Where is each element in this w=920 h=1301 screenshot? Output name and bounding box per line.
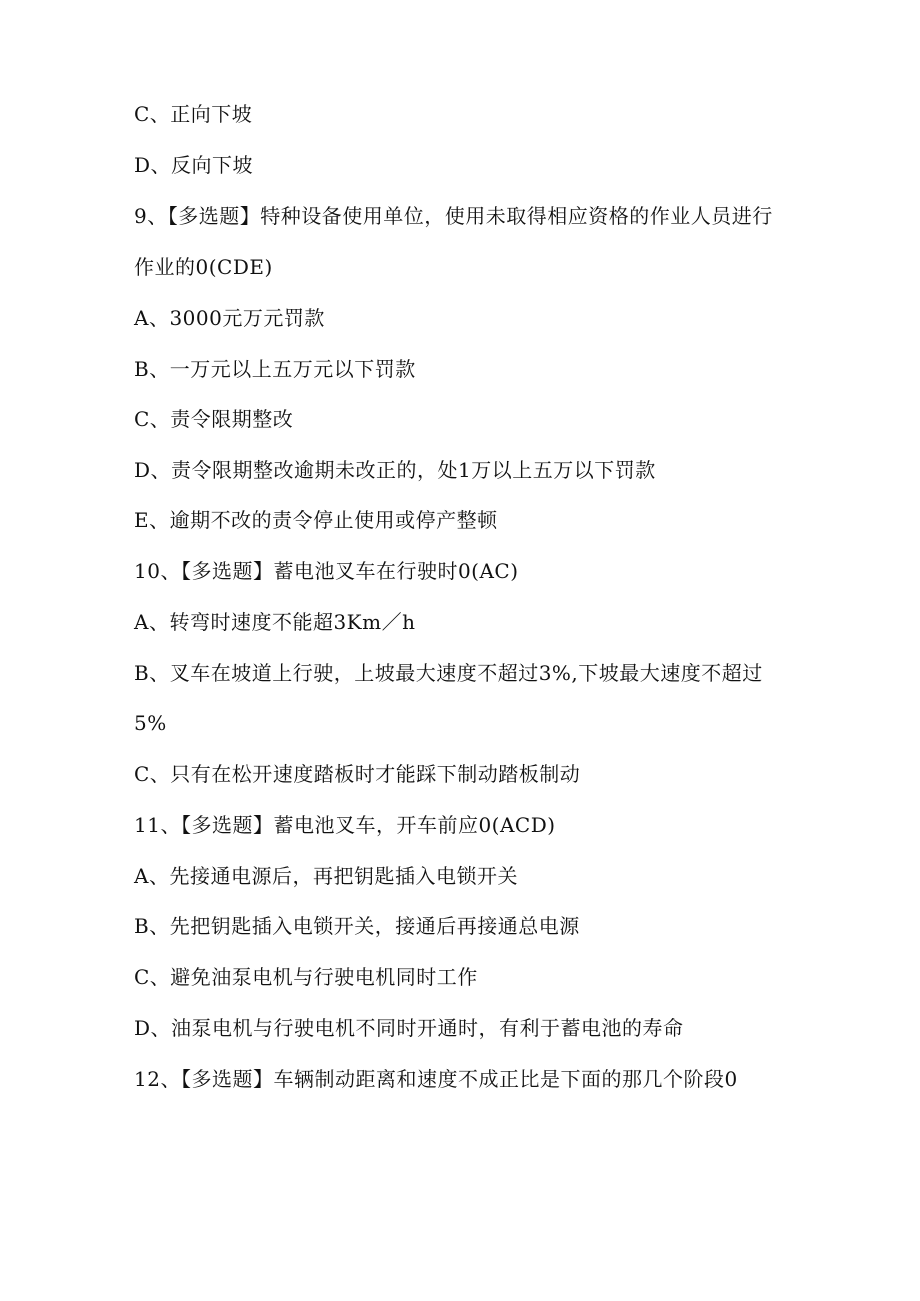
question-line: 10、【多选题】蓄电池叉车在行驶时0(AC) [134,559,519,583]
option-line: C、避免油泵电机与行驶电机同时工作 [134,965,478,989]
option-line: A、转弯时速度不能超3Km／h [134,610,416,634]
option-line: D、油泵电机与行驶电机不同时开通时，有利于蓄电池的寿命 [134,1016,684,1040]
question-line: 12、【多选题】车辆制动距离和速度不成正比是下面的那几个阶段0 [134,1067,738,1091]
option-line: C、责令限期整改 [134,407,294,431]
option-line: B、先把钥匙插入电锁开关，接通后再接通总电源 [134,914,580,938]
option-line: E、逾期不改的责令停止使用或停产整顿 [134,508,498,532]
question-line: 9、【多选题】特种设备使用单位，使用未取得相应资格的作业人员进行 [134,204,773,228]
option-line-continued: 5% [134,711,167,735]
question-line: 11、【多选题】蓄电池叉车，开车前应0(ACD) [134,813,556,837]
option-line: C、正向下坡 [134,102,253,126]
question-line-continued: 作业的0(CDE) [134,255,273,279]
option-line: B、叉车在坡道上行驶，上坡最大速度不超过3%,下坡最大速度不超过 [134,661,763,685]
option-line: B、一万元以上五万元以下罚款 [134,357,416,381]
option-line: D、责令限期整改逾期未改正的，处1万以上五万以下罚款 [134,458,656,482]
option-line: C、只有在松开速度踏板时才能踩下制动踏板制动 [134,762,581,786]
option-line: A、先接通电源后，再把钥匙插入电锁开关 [134,864,518,888]
option-line: A、3000元万元罚款 [134,306,325,330]
option-line: D、反向下坡 [134,153,254,177]
